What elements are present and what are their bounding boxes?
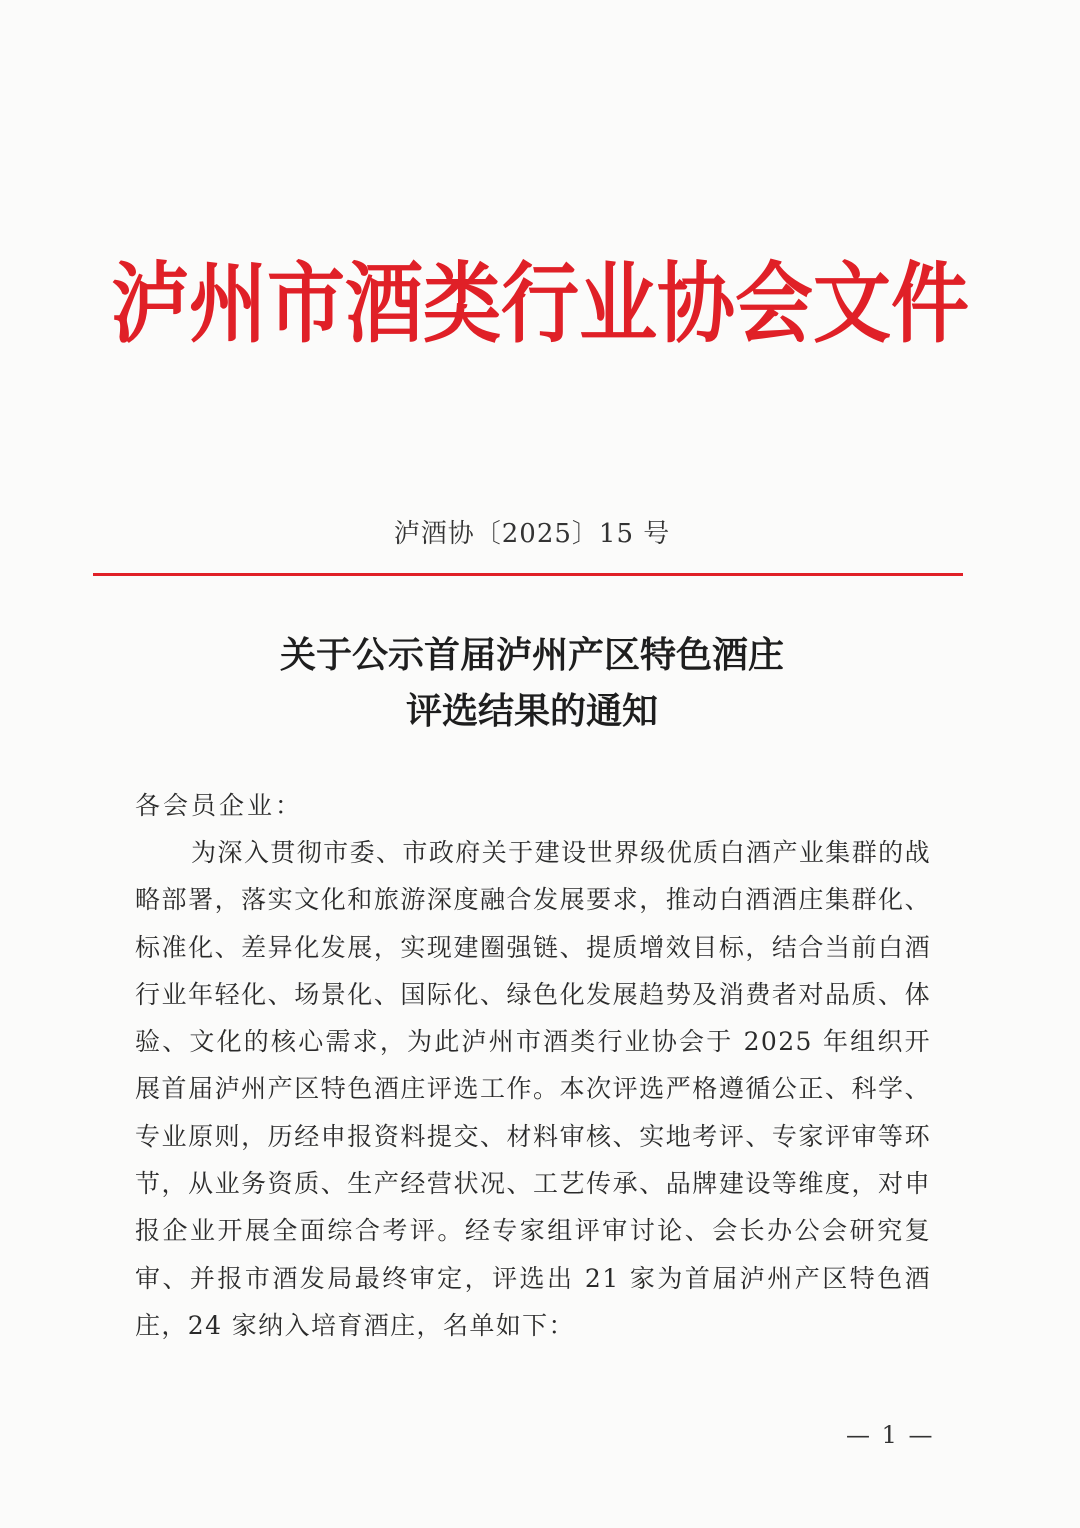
notice-title-line-2: 评选结果的通知 — [405, 691, 658, 732]
red-divider-line — [93, 573, 963, 576]
salutation: 各会员企业： — [135, 791, 304, 820]
body-paragraph: 为深入贯彻市委、市政府关于建设世界级优质白酒产业集群的战略部署，落实文化和旅游深度融合发展要求，推动白酒酒庄集群化、标准化、差异化发展，实现建圈强链、提质增效目标，结合当前白酒行业年轻化、场景化、国际化、绿色化发展趋势及消费者对品质、体验、文化的核心需求，为此泸州市酒类行业协会于 2025 年组织开展首届泸州产区特色酒庄评选工作。本次评选严格遵循公正、科学、专业原则，历经申报资料提交、材料审核、实地考评、专家评审等环节，从业务资质、生产经营状况、工艺传承、品牌建设等维度，对申报企业开展全面综合考评。经专家组评审讨论、会长办公会研究复审、并报市酒发局最终审定，评选出 21 家为首届泸州产区特色酒庄，24 家纳入培育酒庄，名单如下： — [135, 838, 931, 1340]
red-header-title: 泸州市酒类行业协会文件 — [110, 254, 969, 356]
notice-title — [0, 628, 1064, 740]
document-number: 泸酒协〔2025〕15 号 — [393, 519, 671, 549]
notice-title-line-1: 关于公示首届泸州产区特色酒庄 — [279, 635, 784, 676]
page-number: — 1 — — [846, 1421, 935, 1449]
